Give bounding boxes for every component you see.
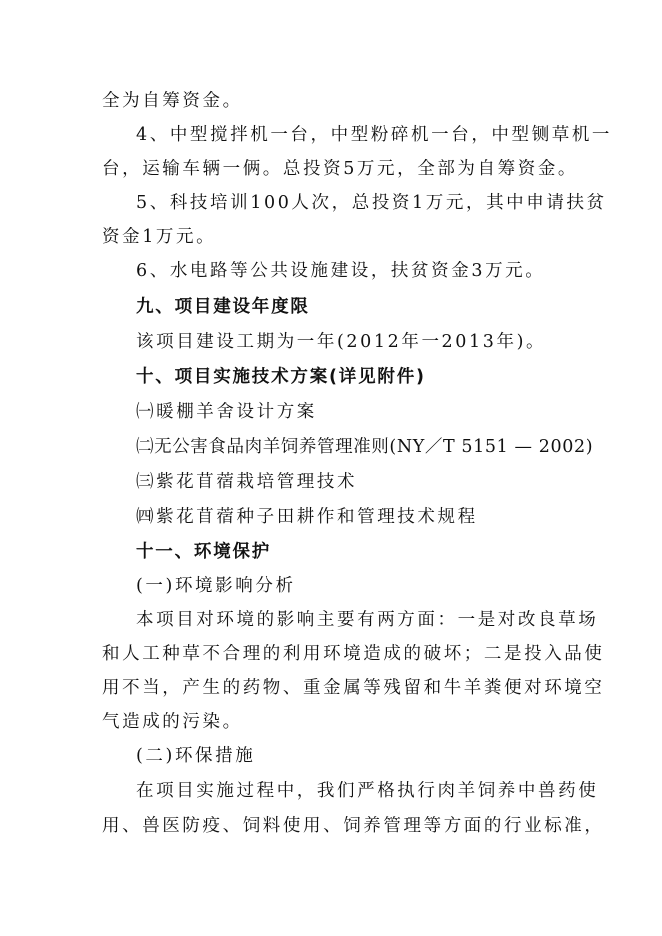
list-item: ㈡无公害食品肉羊饲养管理准则(NY／T 5151 — 2002) — [136, 437, 594, 457]
subsection-heading: (一)环境影响分析 — [136, 576, 296, 596]
paragraph-line: 6、水电路等公共设施建设，扶贫资金3万元。 — [136, 261, 546, 281]
list-item: ㈠暖棚羊舍设计方案 — [136, 402, 317, 422]
list-item: ㈣紫花苜蓿种子田耕作和管理技术规程 — [136, 507, 478, 527]
paragraph-line: 全为自筹资金。 — [102, 91, 243, 111]
paragraph-line: 用、兽医防疫、饲料使用、饲养管理等方面的行业标准， — [102, 816, 605, 836]
paragraph-line: 5、科技培训100人次，总投资1万元，其中申请扶贫 — [136, 193, 607, 213]
subsection-heading: (二)环保措施 — [136, 746, 256, 766]
paragraph-line: 用不当，产生的药物、重金属等残留和牛羊粪便对环境空 — [102, 678, 605, 698]
paragraph-line: 台，运输车辆一俩。总投资5万元，全部为自筹资金。 — [102, 159, 579, 179]
paragraph-line: 和人工种草不合理的利用环境造成的破坏；二是投入品使 — [102, 644, 605, 664]
paragraph-line: 4、中型搅拌机一台，中型粉碎机一台，中型铡草机一 — [136, 125, 613, 145]
paragraph-line: 气造成的污染。 — [102, 712, 243, 732]
paragraph-line: 资金1万元。 — [102, 227, 217, 247]
paragraph-line: 该项目建设工期为一年(2012年一2013年)。 — [136, 332, 547, 352]
paragraph-line: 本项目对环境的影响主要有两方面：一是对改良草场 — [136, 610, 599, 630]
section-heading: 九、项目建设年度限 — [136, 297, 310, 317]
paragraph-line: 在项目实施过程中，我们严格执行肉羊饲养中兽药使 — [136, 781, 599, 801]
list-item: ㈢紫花苜蓿栽培管理技术 — [136, 472, 358, 492]
section-heading: 十、项目实施技术方案(详见附件) — [136, 367, 426, 387]
section-heading: 十一、环境保护 — [136, 542, 272, 562]
